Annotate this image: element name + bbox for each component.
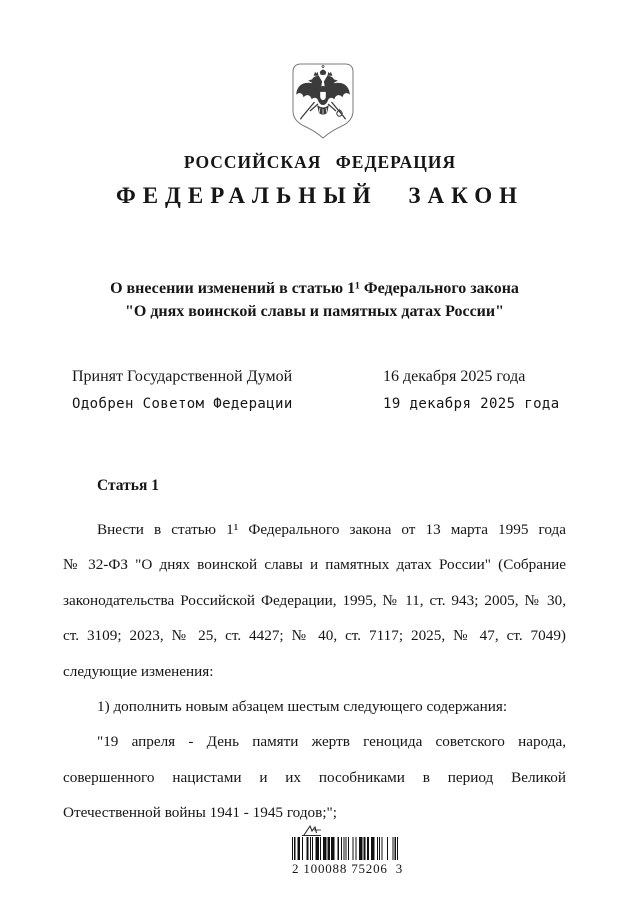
council-approval-row xyxy=(72,394,566,414)
law-title xyxy=(63,277,566,323)
double-headed-eagle-icon xyxy=(291,62,355,142)
body-line: № 32-ФЗ "О днях воинской славы и памятных датах России" (Собрание xyxy=(63,556,566,574)
body-line: законодательства Российской Федерации, 1995, № 11, ст. 943; 2005, № 30, xyxy=(63,591,566,609)
body-line: "19 апреля - День памяти жертв геноцида советского народа, xyxy=(97,733,566,751)
duma-adoption-row xyxy=(72,367,566,387)
adoption-block xyxy=(72,367,566,421)
article-heading: Статья 1 xyxy=(97,477,159,494)
law-title-line-2: "О днях воинской славы и памятных датах России" xyxy=(125,303,504,320)
law-title-line-1: О внесении изменений в статью 1¹ Федерального закона xyxy=(110,280,519,297)
body-line: следующие изменения: xyxy=(63,662,214,680)
document-type-heading: ФЕДЕРАЛЬНЫЙ ЗАКОН xyxy=(115,183,525,208)
body-line: ст. 3109; 2023, № 25, ст. 4427; № 40, ст. 7117; 2025, № 47, ст. 7049) xyxy=(63,627,566,645)
council-approval-label: Одобрен Советом Федерации xyxy=(72,396,293,412)
body-line: Отечественной войны 1941 - 1945 годов;"; xyxy=(63,804,337,822)
council-approval-date: 19 декабря 2025 года xyxy=(383,396,560,412)
country-name: РОССИЙСКАЯ ФЕДЕРАЦИЯ xyxy=(183,152,457,172)
barcode-block xyxy=(292,824,404,877)
law-body xyxy=(63,476,566,831)
body-line: 1) дополнить новым абзацем шестым следующего содержания: xyxy=(97,698,508,716)
duma-adoption-label: Принят Государственной Думой xyxy=(72,368,293,385)
body-line: Внести в статью 1¹ Федерального закона от 13 марта 1995 года xyxy=(97,521,566,538)
coat-of-arms-emblem xyxy=(291,62,355,142)
duma-adoption-date: 16 декабря 2025 года xyxy=(383,368,526,385)
ean13-barcode xyxy=(292,837,398,860)
body-line: совершенного нацистами и их пособниками в период Великой xyxy=(63,768,566,786)
print-registration-mark-icon xyxy=(300,824,330,837)
barcode-digits: 2 100088 75206 3 xyxy=(292,861,404,876)
